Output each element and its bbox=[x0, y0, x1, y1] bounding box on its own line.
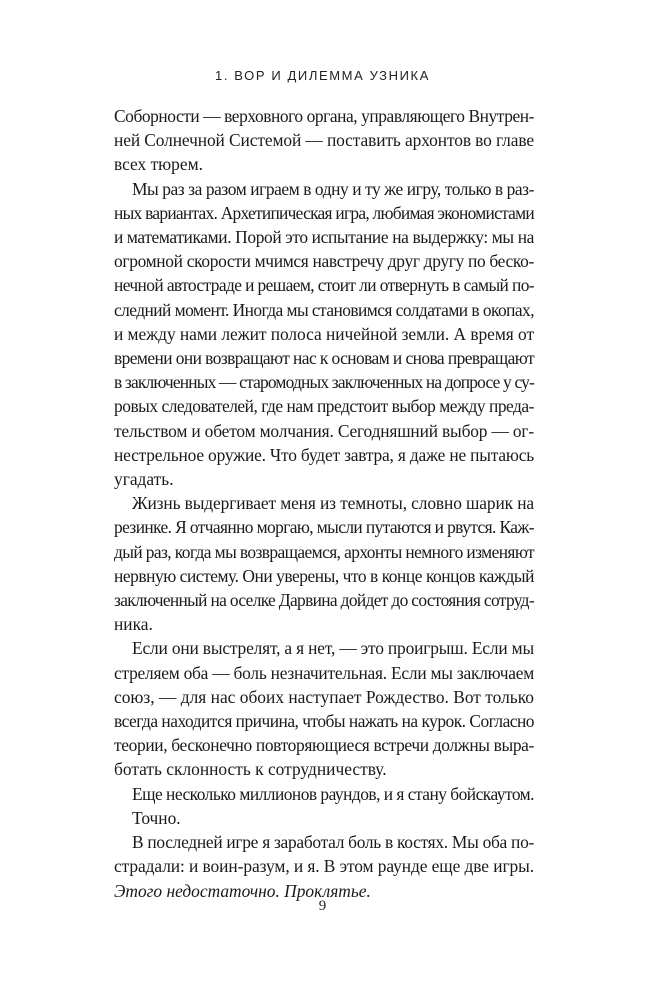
text-line: союз, — для нас обоих наступает Рождество. Вот только bbox=[114, 686, 534, 707]
text-line: и между нами лежит полоса ничейной земли. А время от bbox=[114, 323, 534, 344]
text-line: следний момент. Иногда мы становимся солдатами в окопах, bbox=[114, 299, 534, 320]
text-line: тельством и обетом молчания. Сегодняшний выбор — ог- bbox=[114, 420, 534, 441]
text-line: В последней игре я заработал боль в костях. Мы оба по- bbox=[132, 832, 534, 853]
text-line: ней Солнечной Системой — поставить архонтов во главе bbox=[114, 130, 534, 151]
text-line: Жизнь выдергивает меня из темноты, словно шарик на bbox=[132, 493, 534, 514]
text-line: времени они возвращают нас к основам и снова превращают bbox=[114, 348, 534, 369]
text-line: ника. bbox=[114, 614, 153, 635]
text-line: Соборности — верховного органа, управляющего Внутрен- bbox=[114, 106, 534, 126]
text-line: резинке. Я отчаянно моргаю, мысли путаются и рвутся. Каж- bbox=[114, 517, 534, 538]
text-line: угадать. bbox=[114, 469, 174, 490]
running-head: 1. ВОР И ДИЛЕММА УЗНИКА bbox=[215, 68, 430, 83]
text-line: в заключенных — старомодных заключенных на допросе у су- bbox=[114, 372, 534, 393]
text-line: нечной автостраде и решаем, стоит ли отвернуть в самый по- bbox=[114, 275, 534, 296]
text-line: заключенный на оселке Дарвина дойдет до состояния сотруд- bbox=[114, 590, 534, 611]
text-line: стреляем оба — боль незначительная. Если мы заключаем bbox=[114, 662, 534, 683]
text-line: Если они выстрелят, а я нет, — это проигрыш. Если мы bbox=[132, 638, 535, 659]
text-line: ровых следователей, где нам предстоит выбор между преда- bbox=[114, 396, 534, 417]
page-number: 9 bbox=[318, 898, 327, 914]
text-line: дый раз, когда мы возвращаемся, архонты немного изменяют bbox=[114, 541, 534, 562]
text-line: Точно. bbox=[132, 807, 181, 828]
body-text bbox=[114, 104, 534, 903]
text-line: Мы раз за разом играем в одну и ту же игру, только в раз- bbox=[132, 178, 535, 199]
text-line: всегда находится причина, чтобы нажать на курок. Согласно bbox=[114, 711, 535, 732]
text-line: и математиками. Порой это испытание на выдержку: мы на bbox=[114, 227, 534, 248]
text-line: Еще несколько миллионов раундов, и я стану бойскаутом. bbox=[132, 783, 534, 804]
text-line: нервную систему. Они уверены, что в конце концов каждый bbox=[114, 565, 534, 586]
text-line: ных вариантах. Архетипическая игра, любимая экономистами bbox=[114, 202, 534, 223]
text-line: страдали: и воин-разум, и я. В этом раунде еще две игры. bbox=[114, 856, 534, 877]
italic-text-line: Этого недостаточно. Проклятье. bbox=[114, 880, 371, 901]
text-line: огромной скорости мчимся навстречу друг другу по беско- bbox=[114, 251, 534, 272]
text-line: всех тюрем. bbox=[114, 154, 203, 175]
text-line: ботать склонность к сотрудничеству. bbox=[114, 759, 387, 780]
text-line: нестрельное оружие. Что будет завтра, я даже не пытаюсь bbox=[114, 444, 534, 465]
text-line: теории, бесконечно повторяющиеся встречи должны выра- bbox=[114, 735, 534, 756]
